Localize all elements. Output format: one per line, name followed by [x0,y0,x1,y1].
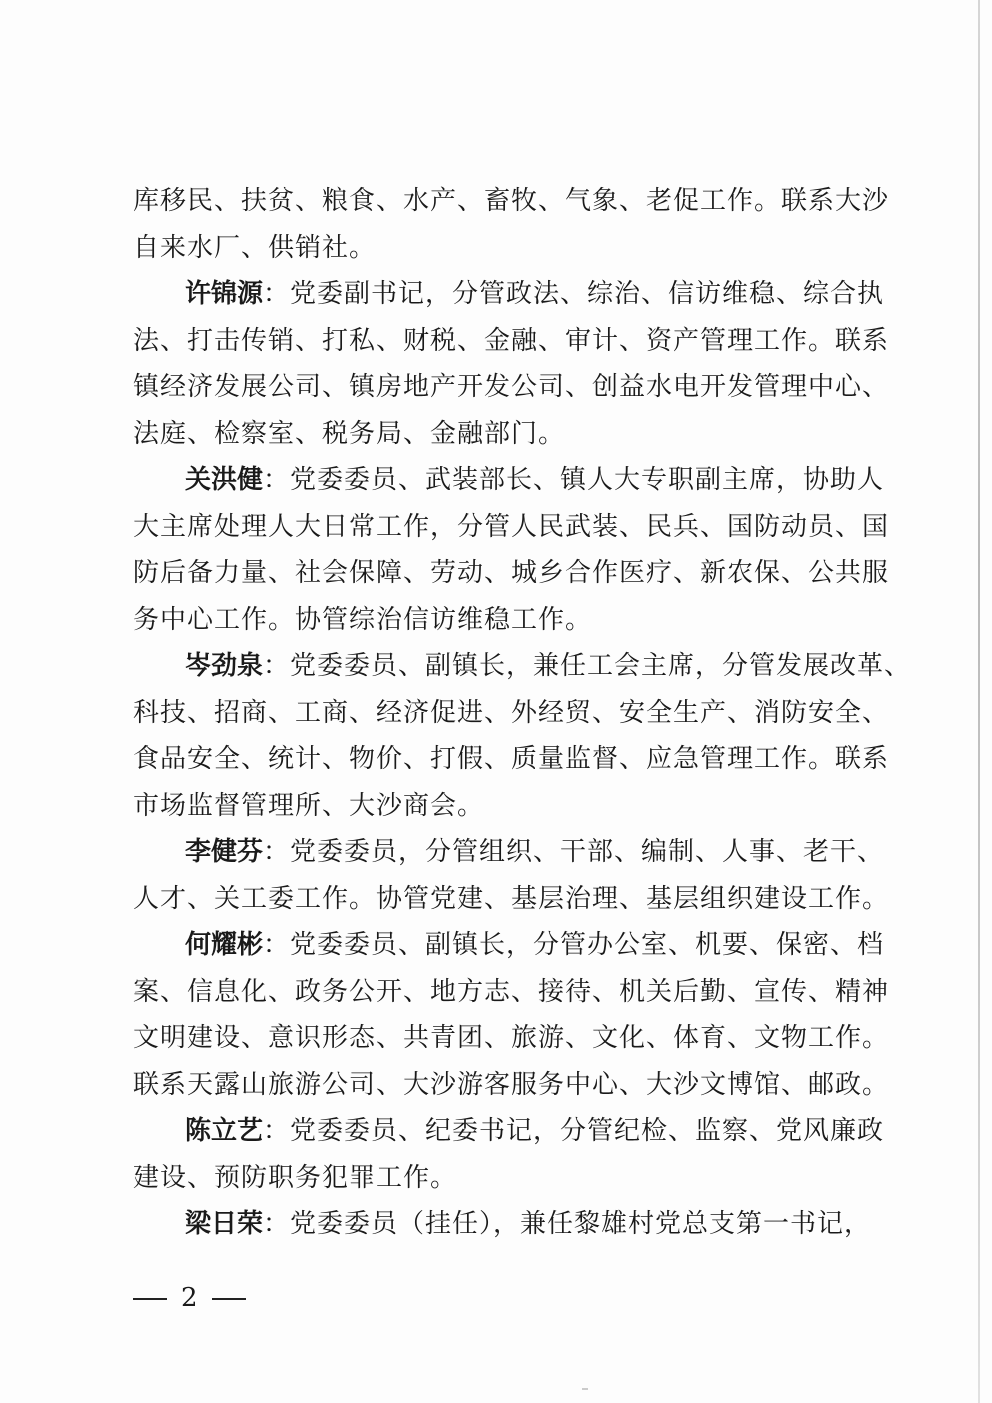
paragraph-xu-jinyuan [133,271,885,318]
text-segment: ：党委委员（挂任），兼任黎雄村党总支第一书记， [263,1209,872,1239]
text-segment: ：党委委员、副镇长，兼任工会主席，分管发展改革、 [263,651,912,681]
text-segment: ：党委委员，分管组织、干部、编制、人事、老干、 [263,837,885,867]
paragraph-he-yaobin [133,922,885,969]
person-name: 岑劲泉 [185,651,264,681]
text-line: 自来水厂、供销社。 [133,232,377,263]
text-line: 务中心工作。协管综治信访维稳工作。 [133,604,593,635]
scan-artifact [582,1388,588,1390]
footer-dash-left [133,1298,167,1300]
text-line: 库移民、扶贫、粮食、水产、畜牧、气象、老促工作。联系大沙 [133,186,890,216]
text-line: 食品安全、统计、物价、打假、质量监督、应急管理工作。联系 [133,744,890,774]
document-body [133,178,912,1248]
paragraph-cen-jinquan [133,643,912,690]
text-line: 大主席处理人大日常工作，分管人民武装、民兵、国防动员、国 [133,511,890,542]
paragraph-guan-hongjian [133,457,885,504]
text-segment: ：党委委员、纪委书记，分管纪检、监察、党风廉政 [263,1116,885,1146]
footer-dash-right [212,1298,246,1300]
text-segment: ：党委委员、副镇长，分管办公室、机要、保密、档 [263,930,885,960]
person-name: 许锦源 [185,279,264,309]
text-line: 文明建设、意识形态、共青团、旅游、文化、体育、文物工作。 [133,1023,890,1053]
person-name: 李健芬 [185,837,264,867]
paragraph-chen-liyi [133,1108,885,1155]
page-number: 2 [181,1283,198,1313]
text-line: 市场监督管理所、大沙商会。 [133,790,485,821]
paragraph-li-jianfen [133,829,885,876]
text-line: 案、信息化、政务公开、地方志、接待、机关后勤、宣传、精神 [133,976,890,1007]
person-name: 梁日荣 [185,1209,264,1239]
text-line: 科技、招商、工商、经济促进、外经贸、安全生产、消防安全、 [133,697,890,728]
text-line: 人才、关工委工作。协管党建、基层治理、基层组织建设工作。 [133,883,890,914]
text-line: 法、打击传销、打私、财税、金融、审计、资产管理工作。联系 [133,325,890,356]
page-footer [133,1283,246,1313]
text-segment: ：党委副书记，分管政法、综治、信访维稳、综合执 [263,279,885,309]
text-line: 防后备力量、社会保障、劳动、城乡合作医疗、新农保、公共服 [133,558,890,588]
person-name: 陈立艺 [185,1116,264,1146]
text-line: 联系天露山旅游公司、大沙游客服务中心、大沙文博馆、邮政。 [133,1069,890,1100]
text-line: 法庭、检察室、税务局、金融部门。 [133,418,566,449]
person-name: 何耀彬 [185,930,264,960]
person-name: 关洪健 [185,465,264,495]
text-segment: ：党委委员、武装部长、镇人大专职副主席，协助人 [263,465,885,495]
text-line: 镇经济发展公司、镇房地产开发公司、创益水电开发管理中心、 [133,372,890,402]
text-line: 建设、预防职务犯罪工作。 [133,1162,458,1193]
paragraph-liang-rirong [133,1201,872,1248]
scan-edge-line [978,0,980,1403]
